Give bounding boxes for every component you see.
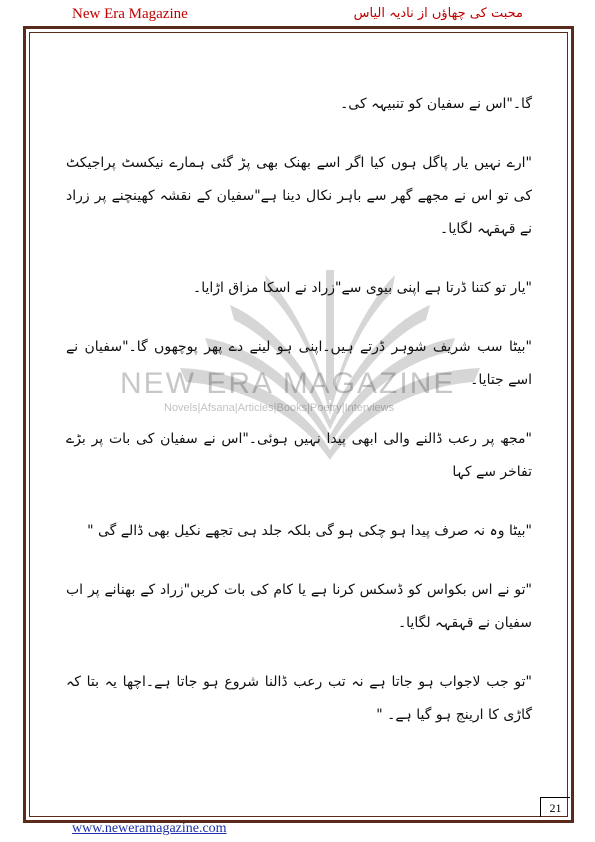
paragraph: "مجھ پر رعب ڈالنے والی ابھی پیدا نہیں ہوئی۔"اس نے سفیان کی بات پر بڑے تفاخر سے کہا xyxy=(66,431,532,480)
paragraph: "یار تو کتنا ڈرتا ہے اپنی بیوی سے"زراد نے اسکا مزاق اڑایا۔ xyxy=(193,280,532,296)
paragraph: "ارے نہیں یار پاگل ہوں کیا اگر اسے بھنک بھی پڑ گئی ہمارے نیکسٹ پراجیکٹ کی تو اس نے مجھے گھر سے باہر نکال دینا ہے"سفیان کے نقشہ کھینچنے پر زراد نے قہقہہ لگایا۔ xyxy=(66,155,532,237)
watermark-title: NEW ERA MAGAZINE xyxy=(120,367,456,400)
story-title: محبت کی چھاؤں از نادیہ الیاس xyxy=(353,6,523,21)
watermark-subtitle: Novels|Afsana|Articles|Books|Poetry|Interviews xyxy=(164,402,395,414)
paragraph: "بیٹا وہ نہ صرف پیدا ہو چکی ہو گی بلکہ جلد ہی تجھے نکیل بھی ڈالے گی " xyxy=(87,523,532,539)
paragraph: گا۔"اس نے سفیان کو تنبیہہ کی۔ xyxy=(340,96,532,112)
page-number: 21 xyxy=(540,797,570,817)
website-link[interactable]: www.neweramagazine.com xyxy=(72,821,227,836)
magazine-name: New Era Magazine xyxy=(72,6,188,22)
story-body xyxy=(66,88,532,732)
paragraph: "تو نے اس بکواس کو ڈسکس کرنا ہے یا کام کی بات کریں"زراد کے بھنانے پر اب سفیان نے قہقہہ لگایا۔ xyxy=(66,582,532,631)
paragraph: "بیٹا سب شریف شوہر ڈرتے ہیں۔اپنی ہو لینے دے پھر پوچھوں گا۔"سفیان نے اسے جتایا۔ xyxy=(66,339,532,388)
paragraph: "تو جب لاجواب ہو جاتا ہے نہ تب رعب ڈالنا شروع ہو جاتا ہے۔اچھا یہ بتا کہ گاڑی کا ارینج ہو گیا ہے۔ " xyxy=(66,674,532,723)
